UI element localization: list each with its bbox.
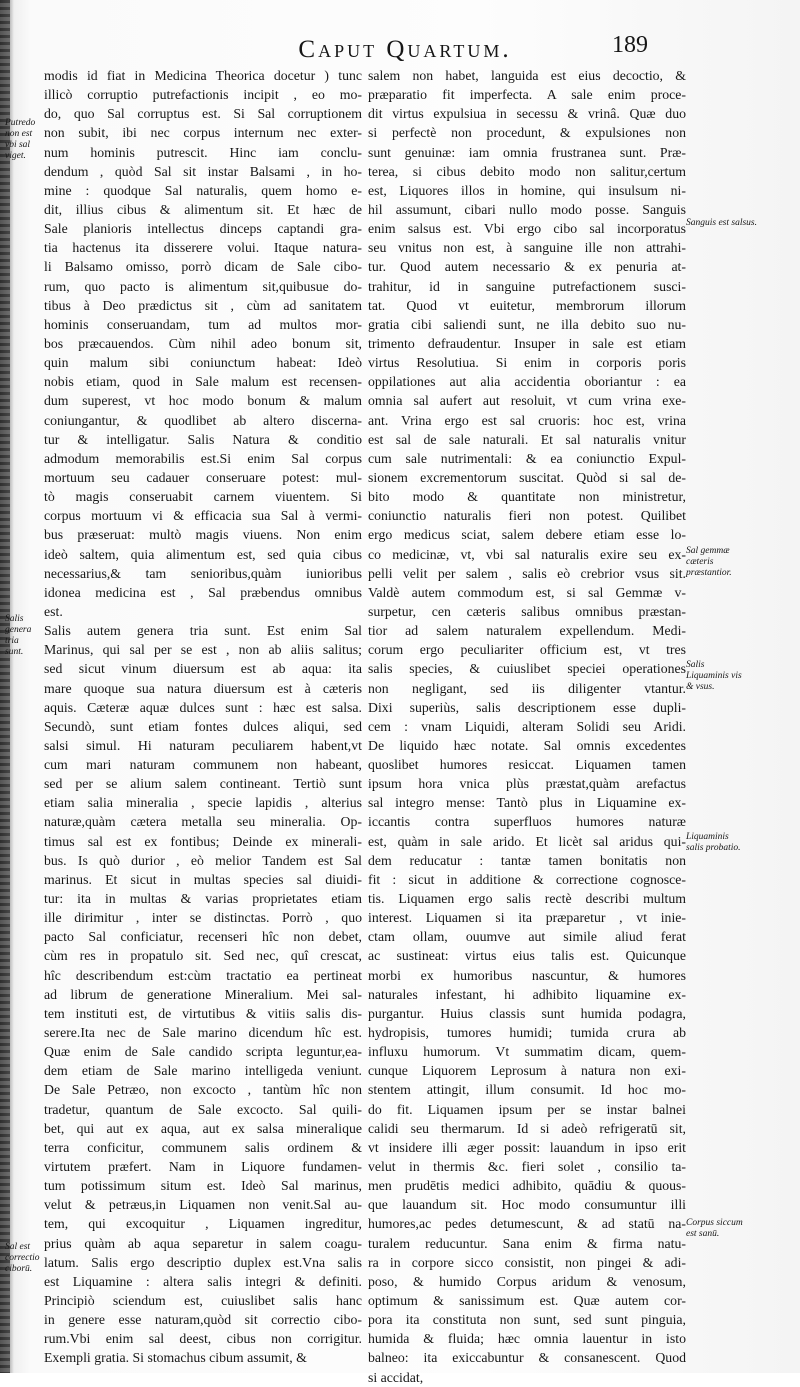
- binding-edge: [0, 0, 10, 1373]
- left-column-line: tibus à Deo prædictus sit , cùm ad sanitatem: [44, 297, 362, 313]
- left-column-line: tum potissimum situm est. Ideò Sal marinus,: [44, 1178, 362, 1194]
- left-column-line: li Balsamo omisso, porrò dicam de Sale cibo-: [44, 259, 362, 275]
- right-column-line: dem reducatur : tantæ tamen bonitatis non: [368, 852, 686, 868]
- right-column-line: salem non habet, languida est eius decoctio, &: [368, 68, 686, 83]
- right-column-line: hydropisis, tumores humidi; tumida crura ab: [368, 1025, 686, 1041]
- left-column-line: necessarius,& tam senioribus,quàm iunioribus: [44, 565, 362, 581]
- left-column-line: sed sicut vinum diuersum est ab aqua: ita: [44, 661, 362, 677]
- left-column-line: dum superest, vt hoc modo bonum & malum: [44, 393, 362, 409]
- left-column-line: mine : quodque Sal naturalis, quem homo e-: [44, 182, 362, 198]
- margin-note-genera: Salis genera tria sunt.: [5, 614, 32, 657]
- right-column-line: ipsum hora vnica plùs præstat,quàm arefactus: [368, 776, 686, 792]
- left-column-line: coniungantur, & quodlibet ab altero discerna-: [44, 412, 362, 428]
- left-column-line: cum mari naturam communem non habeant,: [44, 757, 362, 773]
- left-column-line: tem instituti est, de virtutibus & vitiis salis dis-: [44, 1005, 362, 1021]
- right-column-line: cem : vnam Liquidi, alteram Solidi seu Aridi.: [368, 718, 686, 734]
- right-column-line: cunque Liquorem Leprosum à natura non exi-: [368, 1063, 686, 1079]
- right-column-line: omnia sal aufert aut resoluit, vt cum vrina exe-: [368, 393, 686, 409]
- left-column-line: est Liquamine : altera salis integri & definiti.: [44, 1273, 362, 1289]
- left-column-line: tur: ita in multas & varias proprietates etiam: [44, 891, 362, 907]
- right-column-line: tat. Quod vt euitetur, membrorum illorum: [368, 297, 686, 313]
- right-text-column: [368, 66, 686, 1387]
- left-column-line: corpus mortuum vi & efficacia sua Sal à vermi-: [44, 508, 362, 524]
- left-column-line: pacto Sal conficiatur, recenseri hîc non debet,: [44, 929, 362, 945]
- right-column-line: præparatio fit imperfecta. A sale enim proce-: [368, 87, 686, 103]
- left-column-line: hîc describendum est:cùm tractatio ea pertineat: [44, 967, 362, 983]
- right-column-line: seu vnitus non est, à sanguine ille non attrahi-: [368, 240, 686, 256]
- right-column-line: bito modo & quantitate non ministretur,: [368, 489, 686, 505]
- left-column-line: marinus. Et sicut in multas species sal diuidi-: [44, 871, 362, 887]
- left-column-line: tradetur, quantum de Sale excocto. Sal quili-: [44, 1101, 362, 1117]
- right-column-line: virtus Resolutiua. Si enim in corporis poris: [368, 355, 686, 371]
- right-column-line: dit virtus expulsiua in secessu & vrinâ. Quæ duo: [368, 106, 686, 122]
- left-column-line: latum. Salis ergo descriptio duplex est.Vna salis: [44, 1254, 362, 1270]
- left-column-line: dit, illius cibus & alimentum sit. Et hæc de: [44, 201, 362, 217]
- right-column-line: que lauandum sit. Hoc modo consumuntur illi: [368, 1197, 686, 1213]
- left-column-line: hominis conseruandam, tum ad multos mor-: [44, 316, 362, 332]
- left-column-line: naturæ,quàm cætera metalla seu mineralia. Op-: [44, 814, 362, 830]
- left-column-line: rum.Vbi enim sal deest, cibus non corrigitur.: [44, 1331, 362, 1347]
- left-column-line: De Sale Petræo, non excocto , tantùm hîc non: [44, 1082, 362, 1098]
- right-column-line: men prudētis medici adhibito, quādiu & quous-: [368, 1178, 686, 1194]
- right-column-line: humores,ac pedes detumescunt, & ad statū na-: [368, 1216, 686, 1232]
- right-column-line: optimum & sanissimum est. Quæ autem cor-: [368, 1293, 686, 1308]
- left-column-line: cùm res in propatulo sit. Sed nec, quî crescat,: [44, 948, 362, 964]
- right-column-line: ra in corpore sicco consistit, non pingei & adi-: [368, 1254, 686, 1270]
- margin-note-probatio: Liquaminis salis probatio.: [686, 832, 741, 853]
- right-column-line: Dixi superiùs, salis descriptionem esse dupli-: [368, 699, 686, 715]
- left-column-line: sed per se alium salem contineant. Tertiò sunt: [44, 776, 362, 792]
- left-column-line: tò magis conseruabit carnem viuentem. Si: [44, 489, 362, 505]
- left-column-line: ideò saltem, quia alimentum est, sed quia cibus: [44, 546, 362, 562]
- left-column-line: Secundò, sunt etiam fontes dulces aliqui, sed: [44, 718, 362, 734]
- left-column-line: idonea medicina est , Sal præbendus omnibus: [44, 584, 362, 600]
- right-column-line: enim salsus est. Vbi ergo cibo sal incorporatus: [368, 221, 686, 237]
- right-column-line: balneo: ita exiccabuntur & consanescent. Quod: [368, 1350, 686, 1366]
- left-column-line: serere.Ita nec de Sale marino dicendum hîc est.: [44, 1025, 362, 1041]
- left-column-line: Exempli gratia. Si stomachus cibum assumit, &: [44, 1350, 307, 1366]
- left-column-line: tem, qui excoquitur , Liquamen ingreditur,: [44, 1216, 362, 1232]
- left-column-line: bus. Is quò durior , eò melior Tandem est Sal: [44, 852, 362, 868]
- right-column-line: humida & fluida; hæc omnia lauentur in isto: [368, 1331, 686, 1347]
- left-column-line: terra conficitur, communem salis ordinem &: [44, 1139, 362, 1155]
- right-column-line: iccantis contra superfluos humores naturæ: [368, 814, 686, 830]
- right-column-line: sunt genuinæ: iam omnia frustranea sunt. Præ-: [368, 144, 686, 160]
- left-column-line: bus præseruat: multò magis viuens. Non enim: [44, 527, 362, 543]
- margin-note-sanguis: Sanguis est salsus.: [686, 218, 757, 228]
- left-column-line: velut & petræus,in Liquamen non venit.Sal au-: [44, 1197, 362, 1213]
- margin-note-correctio: Sal est correctio ciborū.: [5, 1242, 40, 1274]
- left-column-line: quin malum sibi coniunctum habeat: Ideò: [44, 355, 362, 371]
- right-column-line: ctam ollam, ouumve aut simile aliud ferat: [368, 929, 686, 945]
- right-column-line: interest. Liquamen si ita præparetur , vt inie-: [368, 910, 686, 926]
- right-column-line: surpetur, cen cæteris salibus omnibus præstan-: [368, 603, 686, 619]
- right-column-line: est, quàm in sale arido. Et licèt sal aridus qui-: [368, 833, 686, 849]
- left-column-line: modis id fiat in Medicina Theorica docetur ) tunc: [44, 68, 362, 83]
- right-column-line: ergo medicus sciat, salem debere etiam esse lo-: [368, 527, 686, 543]
- right-column-line: velut in thermis &c. fieri solet , consilio ta-: [368, 1159, 686, 1175]
- right-column-line: purgantur. Huius classis sunt humida podagra,: [368, 1005, 686, 1021]
- left-column-line: timus sal est ex fontibus; Deinde ex minerali-: [44, 833, 362, 849]
- left-column-line: illicò corruptio putrefactionis incipit , eo mo-: [44, 87, 362, 103]
- right-column-line: De liquido hæc notate. Sal omnis excedentes: [368, 737, 686, 753]
- right-column-line: do fit. Liquamen ipsum per se instar balnei: [368, 1101, 686, 1117]
- right-column-line: pora ita constituta non sunt, sed sunt pinguia,: [368, 1312, 686, 1328]
- right-column-line: sionem excrementorum suscitat. Quòd si sal de-: [368, 469, 686, 485]
- left-column-line: admodum memorabilis est.Si enim Sal corpus: [44, 450, 362, 466]
- left-column-line: rum, quo pacto is alimentum sit,quibusue do-: [44, 278, 362, 294]
- left-column-line: in genere esse naturam,quòd sit correctio cibo-: [44, 1312, 362, 1328]
- left-column-line: mare quoque sua natura diuersum est à cæteris: [44, 680, 362, 696]
- left-column-line: ille dirimitur , inter se distinctas. Porrò , quo: [44, 910, 362, 926]
- right-column-line: si accidat,: [368, 1369, 424, 1385]
- right-column-line: naturales infestant, hi adhibito liquamine ex-: [368, 986, 686, 1002]
- right-column-line: quoslibet humores resiccat. Liquamen tamen: [368, 757, 686, 773]
- right-column-line: oppilationes aut alia accidentia oboriantur : ea: [368, 374, 686, 390]
- right-column-line: co medicinæ, vt, vbi sal naturalis exire seu ex-: [368, 546, 686, 562]
- right-column-line: gratia cibi saliendi sunt, ne illa debito suo nu-: [368, 316, 686, 332]
- right-column-line: cum sale nutrimentali: & ea coniunctio Expul-: [368, 450, 686, 466]
- margin-note-gemmae: Sal gemmæ cæteris præstantior.: [686, 546, 732, 578]
- left-column-line: bet, qui aut ex aqua, aut ex salsa mineralique: [44, 1120, 362, 1136]
- left-column-line: etiam salia mineralia , specie lapidis , alterius: [44, 795, 362, 811]
- left-column-line: prius quàm ab aqua separetur in salem coagu-: [44, 1235, 362, 1251]
- left-column-line: Quæ enim de Sale candido scripta leguntur,ea-: [44, 1044, 362, 1060]
- right-column-line: est sal de sale naturali. Et sal naturalis vnitur: [368, 431, 686, 447]
- right-column-line: tur. Quod autem necessario & ex penuria at-: [368, 259, 686, 275]
- right-column-line: hil assumunt, cibari nullo modo posse. Sanguis: [368, 201, 686, 217]
- right-column-line: trahitur, id in sanguine putrefactionem susci-: [368, 278, 686, 294]
- left-column-line: mortuum seu cadauer conseruare potest: mul-: [44, 469, 362, 485]
- margin-note-liquaminis: Salis Liquaminis vis & vsus.: [686, 660, 742, 692]
- left-column-line: Salis autem genera tria sunt. Est enim Sal: [44, 623, 362, 639]
- left-column-line: non subit, ibi nec corpus internum nec exter-: [44, 125, 362, 141]
- left-column-line: aquis. Cæteræ aquæ dulces sunt : hæc est salsa.: [44, 699, 362, 715]
- right-column-line: influxu humorum. Vt summatim dicam, quem-: [368, 1044, 686, 1060]
- right-column-line: Valdè autem commodum est, si sal Gemmæ v-: [368, 584, 686, 600]
- left-column-line: ad librum de generatione Mineralium. Mei sal-: [44, 986, 362, 1002]
- running-header: Caput Quartum.: [298, 36, 512, 63]
- left-column-line: num hominis putrescit. Hinc iam conclu-: [44, 144, 362, 160]
- right-column-line: tis. Liquamen ergo salis rectè describi multum: [368, 891, 686, 907]
- right-column-line: ac sustineat: virtus eius talis est. Quicunque: [368, 948, 686, 964]
- right-column-line: fit : sicut in additione & correctione cognosce-: [368, 871, 686, 887]
- right-column-line: est, Liquores illos in homine, qui insulsum ni-: [368, 182, 686, 198]
- right-column-line: salis species, & cuiuslibet speciei operationes: [368, 661, 686, 677]
- left-text-column: [44, 66, 362, 1368]
- right-column-line: ant. Vrina ergo est sal cruoris: hoc est, vrina: [368, 412, 686, 428]
- left-column-line: est.: [44, 603, 63, 619]
- left-column-line: bos præcauendos. Cùm nihil adeo bonum sit,: [44, 335, 362, 351]
- left-column-line: dendum , quòd Sal sit instar Balsami , in ho-: [44, 163, 362, 179]
- right-column-line: turalem reducuntur. Sana enim & firma natu-: [368, 1235, 686, 1251]
- left-column-line: tia hactenus ita disserere volui. Itaque natura-: [44, 240, 362, 256]
- right-column-line: tior ad salem naturalem expellendum. Medi-: [368, 623, 686, 639]
- margin-note-putredo: Putredo non est vbi sal viget.: [5, 118, 36, 161]
- right-column-line: pelli velit per salem , salis eò crebrior vsus sit.: [368, 565, 686, 581]
- right-column-line: morbi ex humoribus nascuntur, & humores: [368, 967, 686, 983]
- page-number: 189: [612, 32, 648, 58]
- left-column-line: Marinus, qui sal per se est , non ab aliis salitus;: [44, 642, 362, 658]
- right-column-line: corum ergo peculiariter officium est, vt tres: [368, 642, 686, 658]
- left-column-line: Sale planioris intellectus dinceps captandi gra-: [44, 221, 362, 237]
- right-column-line: calidi seu thermarum. Id si adeò refrigeratū sit,: [368, 1120, 686, 1136]
- right-column-line: si perfectè non procedunt, & expulsiones non: [368, 125, 686, 141]
- right-column-line: trimento defraudentur. Insuper in sale est etiam: [368, 335, 686, 351]
- right-column-line: vt insidere illi æger possit: lauandum in ipso erit: [368, 1139, 686, 1155]
- left-column-line: Principiò sciendum est, cuiuslibet salis hanc: [44, 1293, 362, 1308]
- left-column-line: virtutem præfert. Nam in Liquore fundamen-: [44, 1159, 362, 1175]
- right-column-line: terea, si cibus debito modo non salitur,certum: [368, 163, 686, 179]
- right-column-line: non negligant, sed iis diligenter vtantur.: [368, 680, 686, 696]
- right-column-line: poso, & humido Corpus aridum & venosum,: [368, 1273, 686, 1289]
- left-column-line: do, quo Sal corruptus est. Si Sal corruptionem: [44, 106, 362, 122]
- left-column-line: tur & intelligatur. Salis Natura & conditio: [44, 431, 362, 447]
- margin-note-corpus: Corpus siccum est sanū.: [686, 1218, 743, 1239]
- left-column-line: dem etiam de Sale marino intelligeda veniunt.: [44, 1063, 362, 1079]
- right-column-line: coniunctio naturalis fieri non potest. Quilibet: [368, 508, 686, 524]
- right-column-line: sal integro mense: Tantò plus in Liquamine ex-: [368, 795, 686, 811]
- left-column-line: nobis etiam, quod in Sale malum est recensen-: [44, 374, 362, 390]
- right-column-line: stentem attingit, illum consumit. Id hoc mo-: [368, 1082, 686, 1098]
- left-column-line: salsi simul. Hi naturam peculiarem habent,vt: [44, 737, 362, 753]
